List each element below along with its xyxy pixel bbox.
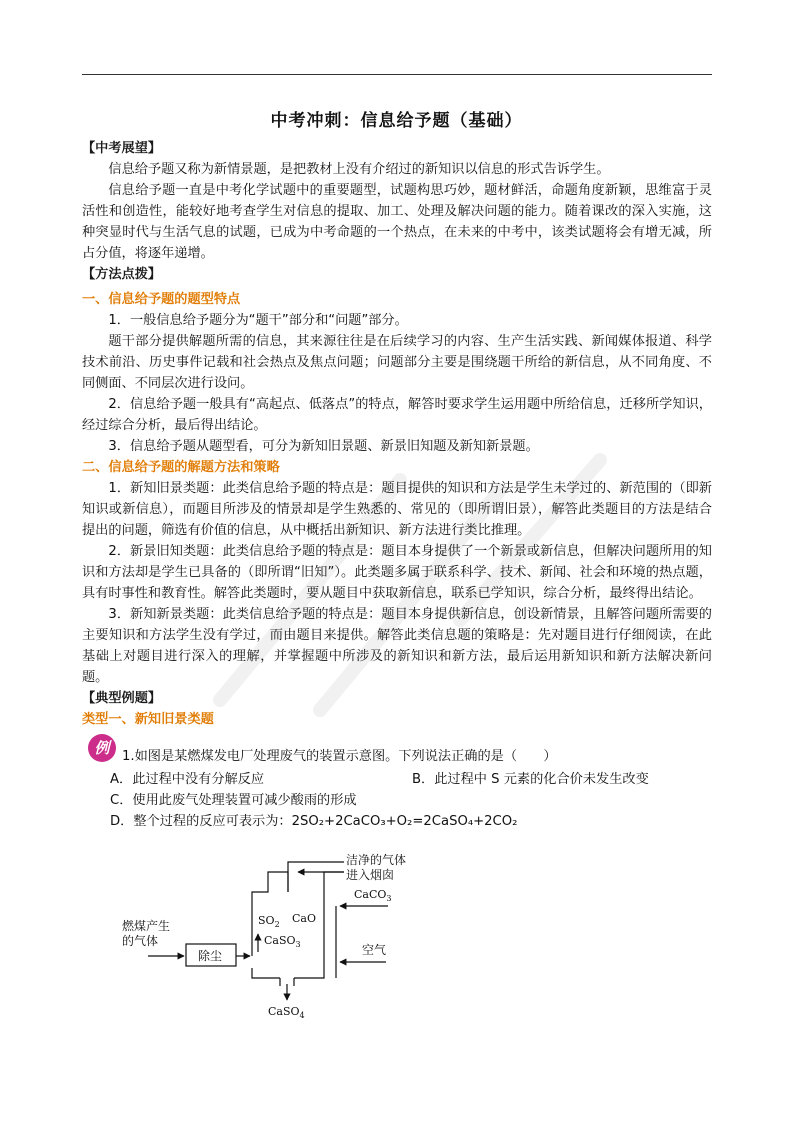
subsection-2-paragraph-1: 1．新知旧景类题：此类信息给予题的特点是：题目提供的知识和方法是学生未学过的、新范围的（即新知识或新信息），而题目所涉及的情景却是学生熟悉的、常见的（即所谓旧景），解答此类题目的方法是结合提出的问题，筛选有价值的信息，从中概括出新知识、新方法进行类比推理。 bbox=[82, 481, 712, 538]
method-heading: 【方法点拨】 bbox=[82, 267, 162, 282]
question-stem bbox=[82, 738, 712, 767]
outlook-paragraph-2: 信息给予题一直是中考化学试题中的重要题型，试题构思巧妙，题材鲜活，命题角度新颖，思维富于灵活性和创造性，能较好地考查学生对信息的提取、加工、处理及解决问题的能力。随着课改的深入实施，这种突显时代与生活气息的试题，已成为中考命题的一个热点，在未来的中考中，该类试题将会有增无减，所占分值，将逐年递增。 bbox=[82, 183, 712, 261]
examples-heading: 【典型例题】 bbox=[82, 691, 162, 706]
question-text: 1.如图是某燃煤发电厂处理废气的装置示意图。下列说法正确的是（ ） bbox=[122, 749, 557, 764]
subsection-1-heading: 一、信息给予题的题型特点 bbox=[82, 292, 241, 307]
subsection-1-paragraph-1: 1．一般信息给予题分为“题干”部分和“问题”部分。 bbox=[108, 313, 408, 328]
subsection-2-paragraph-2: 2．新景旧知类题：此类信息给予题的特点是：题目本身提供了一个新景或新信息，但解决问题所用的知识和方法却是学生已具备的（即所谓“旧知”）。此类题多属于联系科学、技术、新闻、社会和环境的热点题，具有时事性和教育性。解答此类题时，要从题目中获取新信息，联系已学知识，综合分析，最终得出结论。 bbox=[82, 544, 712, 601]
caso3-label: CaSO$_3$ bbox=[264, 934, 301, 949]
subsection-1-paragraph-4: 3．信息给予题从题型看，可分为新知旧景题、新景旧知题及新知新景题。 bbox=[108, 439, 539, 454]
option-d: D．整个过程的反应可表示为：2SO₂+2CaCO₃+O₂=2CaSO₄+2CO₂ bbox=[110, 814, 518, 829]
outlook-paragraph-1: 信息给予题又称为新情景题，是把教材上没有介绍过的新知识以信息的形式告诉学生。 bbox=[108, 162, 610, 177]
air-label: 空气 bbox=[362, 943, 387, 957]
caso4-label: CaSO$_4$ bbox=[268, 1005, 305, 1020]
example-badge-icon: 例 bbox=[88, 734, 116, 762]
outlook-heading: 【中考展望】 bbox=[82, 141, 162, 156]
so2-label: $SO_2$ bbox=[258, 914, 280, 929]
header-rule bbox=[82, 74, 712, 75]
flue-gas-label-line-1: 燃煤产生 bbox=[122, 919, 171, 933]
option-b: B．此过程中 S 元素的化合价未发生改变 bbox=[412, 772, 649, 787]
dust-removal-label: 除尘 bbox=[198, 949, 223, 963]
type-1-heading: 类型一、新知旧景类题 bbox=[82, 712, 214, 727]
question-options bbox=[82, 767, 712, 851]
flue-gas-label-line-2: 的气体 bbox=[122, 934, 159, 948]
option-a: A．此过程中没有分解反应 bbox=[110, 772, 265, 787]
caco3-label: CaCO$_3$ bbox=[354, 888, 392, 903]
subsection-2-paragraph-3: 3．新知新景类题：此类信息给予题的特点是：题目本身提供新信息，创设新情景，且解答问题所需要的主要知识和方法学生没有学过，而由题目来提供。解答此类信息题的策略是：先对题目进行仔细阅读，在此基础上对题目进行深入的理解，并掌握题中所涉及的新知识和新方法，最后运用新知识和新方法解决新问题。 bbox=[82, 607, 712, 685]
page-title: 中考冲刺：信息给予题（基础） bbox=[270, 111, 523, 131]
option-c: C．使用此废气处理装置可减少酸雨的形成 bbox=[110, 793, 357, 808]
cao-label: CaO bbox=[292, 912, 316, 925]
document-body bbox=[82, 138, 712, 851]
subsection-1-paragraph-3: 2．信息给予题一般具有“高起点、低落点”的特点，解答时要求学生运用题中所给信息，迁移所学知识，经过综合分析，最后得出结论。 bbox=[82, 397, 712, 433]
subsection-1-paragraph-2: 题干部分提供解题所需的信息，其来源往往是在后续学习的内容、生产生活实践、新闻媒体报道、科学技术前沿、历史事件记载和社会热点及焦点问题；问题部分主要是围绕题干所给的新信息，从不同角度、不同侧面、不同层次进行设问。 bbox=[82, 334, 712, 391]
clean-gas-label-line-2: 进入烟囱 bbox=[346, 868, 395, 882]
subsection-2-heading: 二、信息给予题的解题方法和策略 bbox=[82, 460, 280, 475]
clean-gas-label-line-1: 洁净的气体 bbox=[346, 853, 407, 867]
flue-gas-treatment-diagram bbox=[118, 852, 478, 1022]
